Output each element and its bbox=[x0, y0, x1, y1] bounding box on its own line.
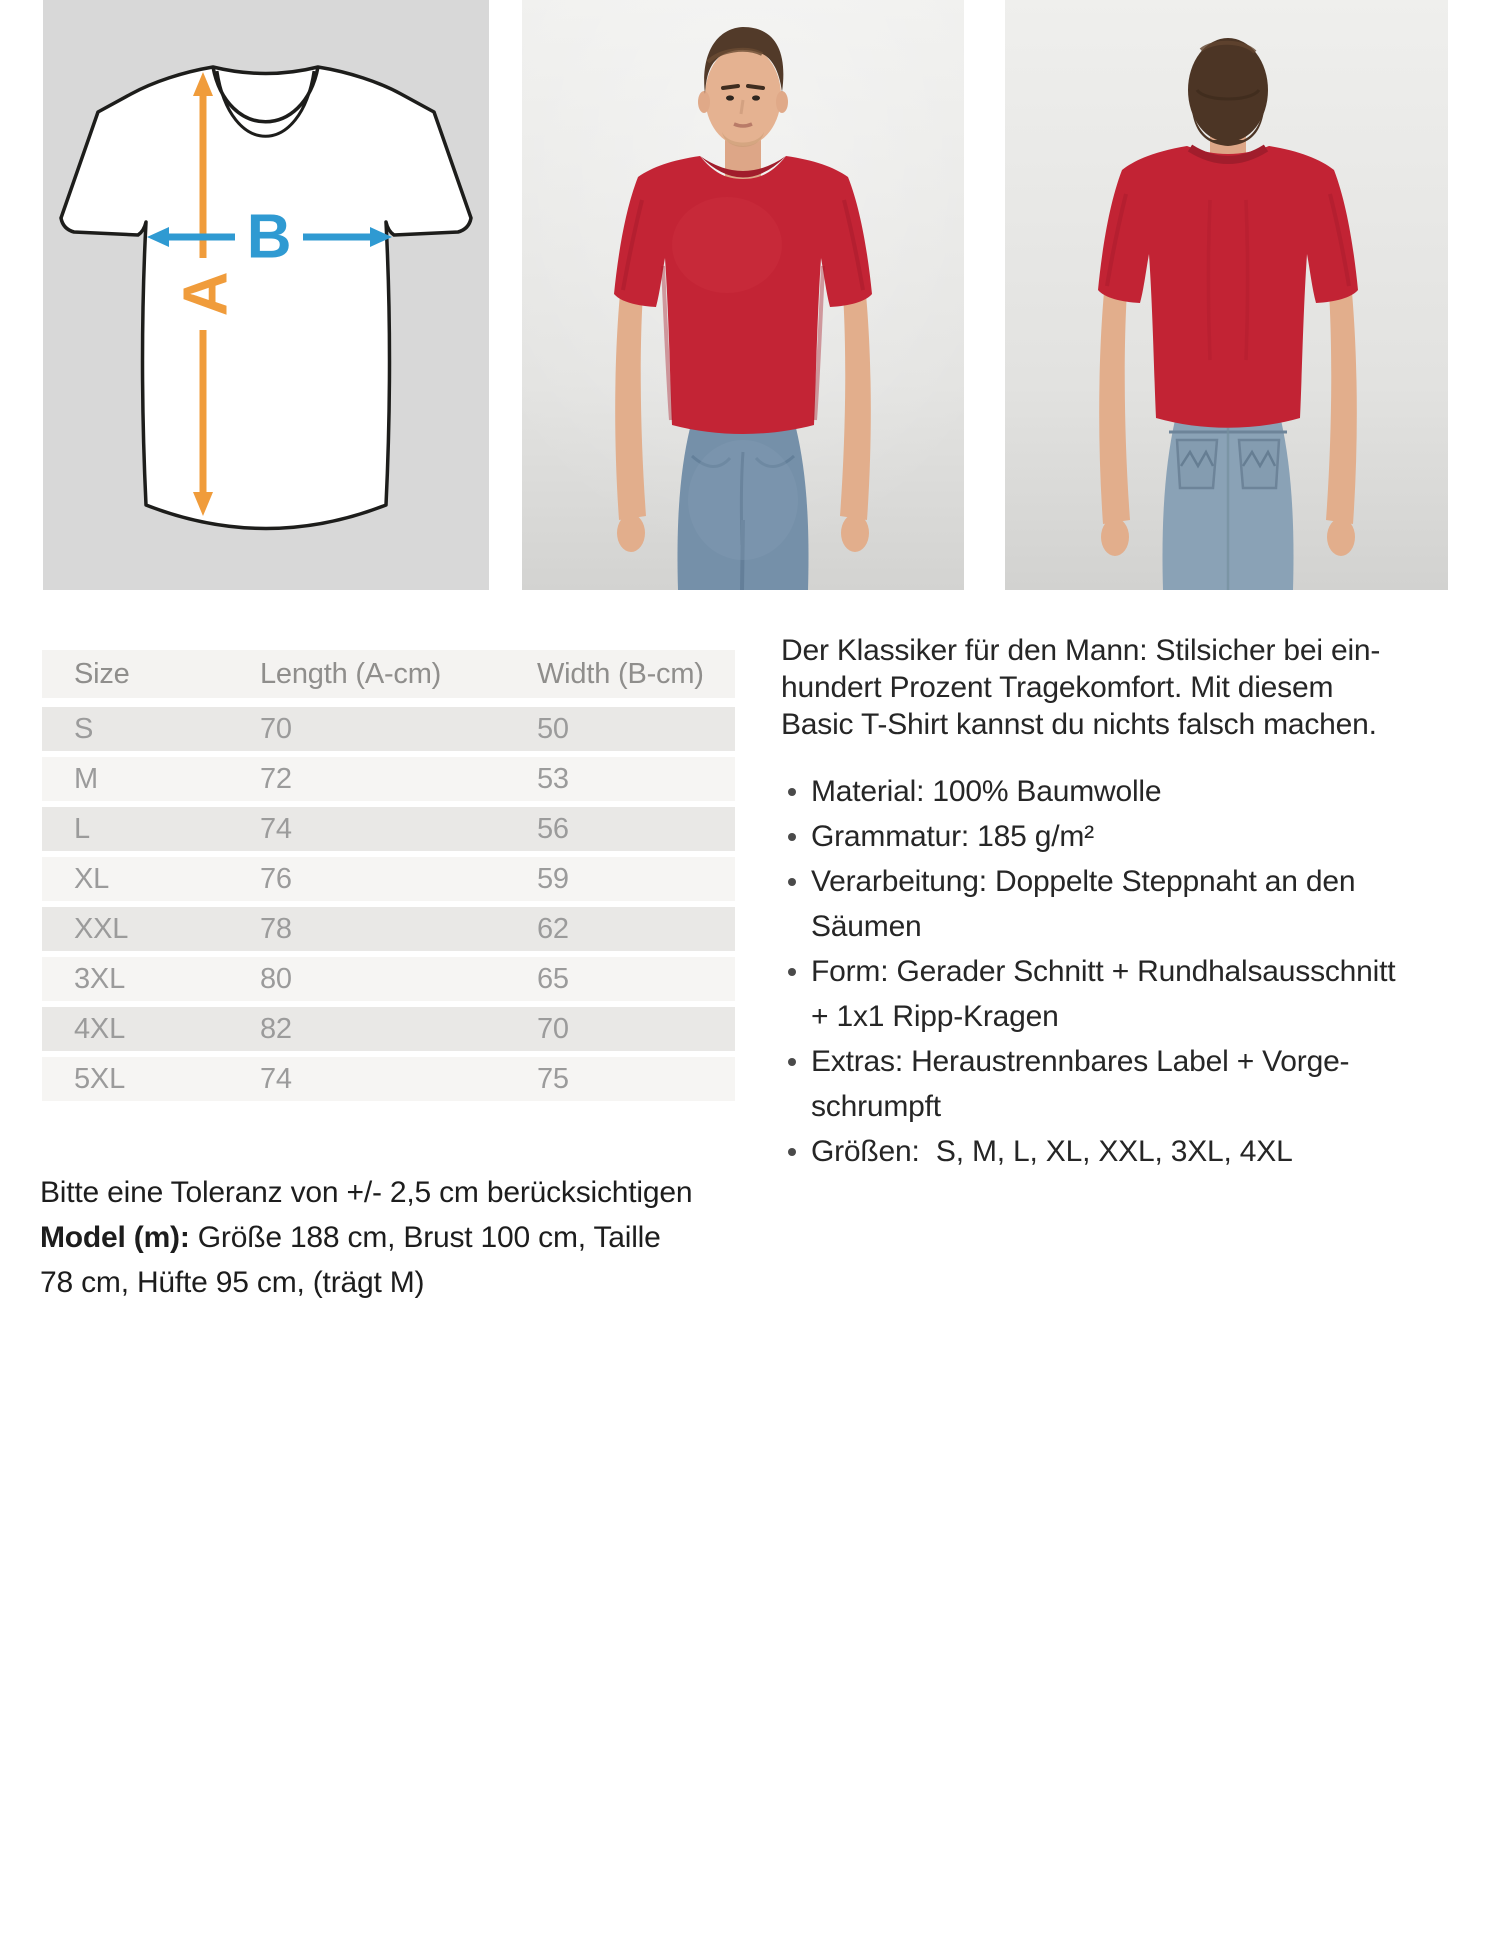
size-cell: 4XL bbox=[74, 1012, 125, 1045]
spec-bullet-verarbeitung bbox=[781, 859, 1471, 949]
intro-line: Der Klassiker für den Mann: Stilsicher bei ein- bbox=[781, 634, 1381, 667]
width-cell: 70 bbox=[537, 1012, 569, 1045]
length-cell: 76 bbox=[260, 862, 292, 895]
width-cell: 53 bbox=[537, 762, 569, 795]
size-cell: XL bbox=[74, 862, 110, 895]
back-hair bbox=[1188, 38, 1268, 142]
spec-line: Material: 100% Baumwolle bbox=[811, 775, 1162, 808]
intro-line: hundert Prozent Tragekomfort. Mit diesem bbox=[781, 671, 1334, 704]
bullet-dot-icon bbox=[788, 788, 796, 796]
product-description bbox=[781, 632, 1471, 1174]
spec-bullet-form bbox=[781, 949, 1471, 1039]
spec-line: Extras: Heraustrennbares Label + Vorge- bbox=[811, 1045, 1350, 1078]
length-cell: 70 bbox=[260, 712, 292, 745]
size-cell: L bbox=[74, 812, 90, 845]
length-cell: 80 bbox=[260, 962, 292, 995]
size-cell: XXL bbox=[74, 912, 129, 945]
table-row bbox=[42, 957, 735, 1001]
width-cell: 65 bbox=[537, 962, 569, 995]
table-row bbox=[42, 1057, 735, 1101]
table-row bbox=[42, 707, 735, 751]
size-diagram bbox=[43, 0, 489, 590]
length-cell: 74 bbox=[260, 812, 292, 845]
size-cell: S bbox=[74, 712, 94, 745]
spec-bullet-material bbox=[781, 769, 1471, 814]
column-header-size: Size bbox=[74, 657, 130, 690]
spec-line: Verarbeitung: Doppelte Steppnaht an den bbox=[811, 865, 1356, 898]
bullet-dot-icon bbox=[788, 1058, 796, 1066]
bullet-dot-icon bbox=[788, 833, 796, 841]
width-cell: 75 bbox=[537, 1062, 569, 1095]
model-front-svg bbox=[522, 0, 964, 590]
spec-bullet-groessen bbox=[781, 1129, 1471, 1174]
spec-line: Größen: S, M, L, XL, XXL, 3XL, 4XL bbox=[811, 1135, 1293, 1168]
spec-line: + 1x1 Ripp-Kragen bbox=[811, 1000, 1059, 1033]
spec-line: Grammatur: 185 g/m² bbox=[811, 820, 1094, 853]
table-row bbox=[42, 807, 735, 851]
size-cell: M bbox=[74, 762, 98, 795]
description-intro bbox=[781, 632, 1471, 743]
spec-list bbox=[781, 769, 1471, 1174]
width-label: B bbox=[246, 202, 292, 272]
table-row bbox=[42, 907, 735, 951]
table-row bbox=[42, 1007, 735, 1051]
size-table bbox=[42, 650, 735, 1107]
model-label: Model (m): bbox=[40, 1221, 190, 1254]
column-header-length: Length (A-cm) bbox=[260, 657, 442, 690]
bullet-dot-icon bbox=[788, 1148, 796, 1156]
size-cell: 3XL bbox=[74, 962, 125, 995]
tolerance-note: Bitte eine Toleranz von +/- 2,5 cm berücksichtigen bbox=[40, 1176, 693, 1209]
front-face bbox=[705, 46, 781, 146]
table-row bbox=[42, 857, 735, 901]
size-diagram-svg bbox=[43, 0, 489, 590]
measurement-notes bbox=[40, 1170, 740, 1305]
length-cell: 74 bbox=[260, 1062, 292, 1095]
length-cell: 72 bbox=[260, 762, 292, 795]
size-table-header bbox=[42, 650, 735, 698]
intro-line: Basic T-Shirt kannst du nichts falsch machen. bbox=[781, 708, 1377, 741]
spec-bullet-extras bbox=[781, 1039, 1471, 1129]
spec-line: schrumpft bbox=[811, 1090, 941, 1123]
spec-line: Form: Gerader Schnitt + Rundhalsausschnitt bbox=[811, 955, 1396, 988]
spec-line: Säumen bbox=[811, 910, 922, 943]
width-cell: 62 bbox=[537, 912, 569, 945]
length-cell: 78 bbox=[260, 912, 292, 945]
length-label: A bbox=[171, 271, 241, 317]
bullet-dot-icon bbox=[788, 968, 796, 976]
size-cell: 5XL bbox=[74, 1062, 125, 1095]
spec-bullet-grammatur bbox=[781, 814, 1471, 859]
column-header-width: Width (B-cm) bbox=[537, 657, 704, 690]
model-front-photo bbox=[522, 0, 964, 590]
model-back-svg bbox=[1005, 0, 1448, 590]
width-cell: 59 bbox=[537, 862, 569, 895]
model-info-line1 bbox=[40, 1215, 740, 1260]
width-cell: 50 bbox=[537, 712, 569, 745]
length-cell: 82 bbox=[260, 1012, 292, 1045]
table-row bbox=[42, 757, 735, 801]
width-cell: 56 bbox=[537, 812, 569, 845]
bullet-dot-icon bbox=[788, 878, 796, 886]
model-back-photo bbox=[1005, 0, 1448, 590]
model-info-rest: Größe 188 cm, Brust 100 cm, Taille bbox=[189, 1221, 661, 1254]
model-info-line2: 78 cm, Hüfte 95 cm, (trägt M) bbox=[40, 1266, 425, 1299]
